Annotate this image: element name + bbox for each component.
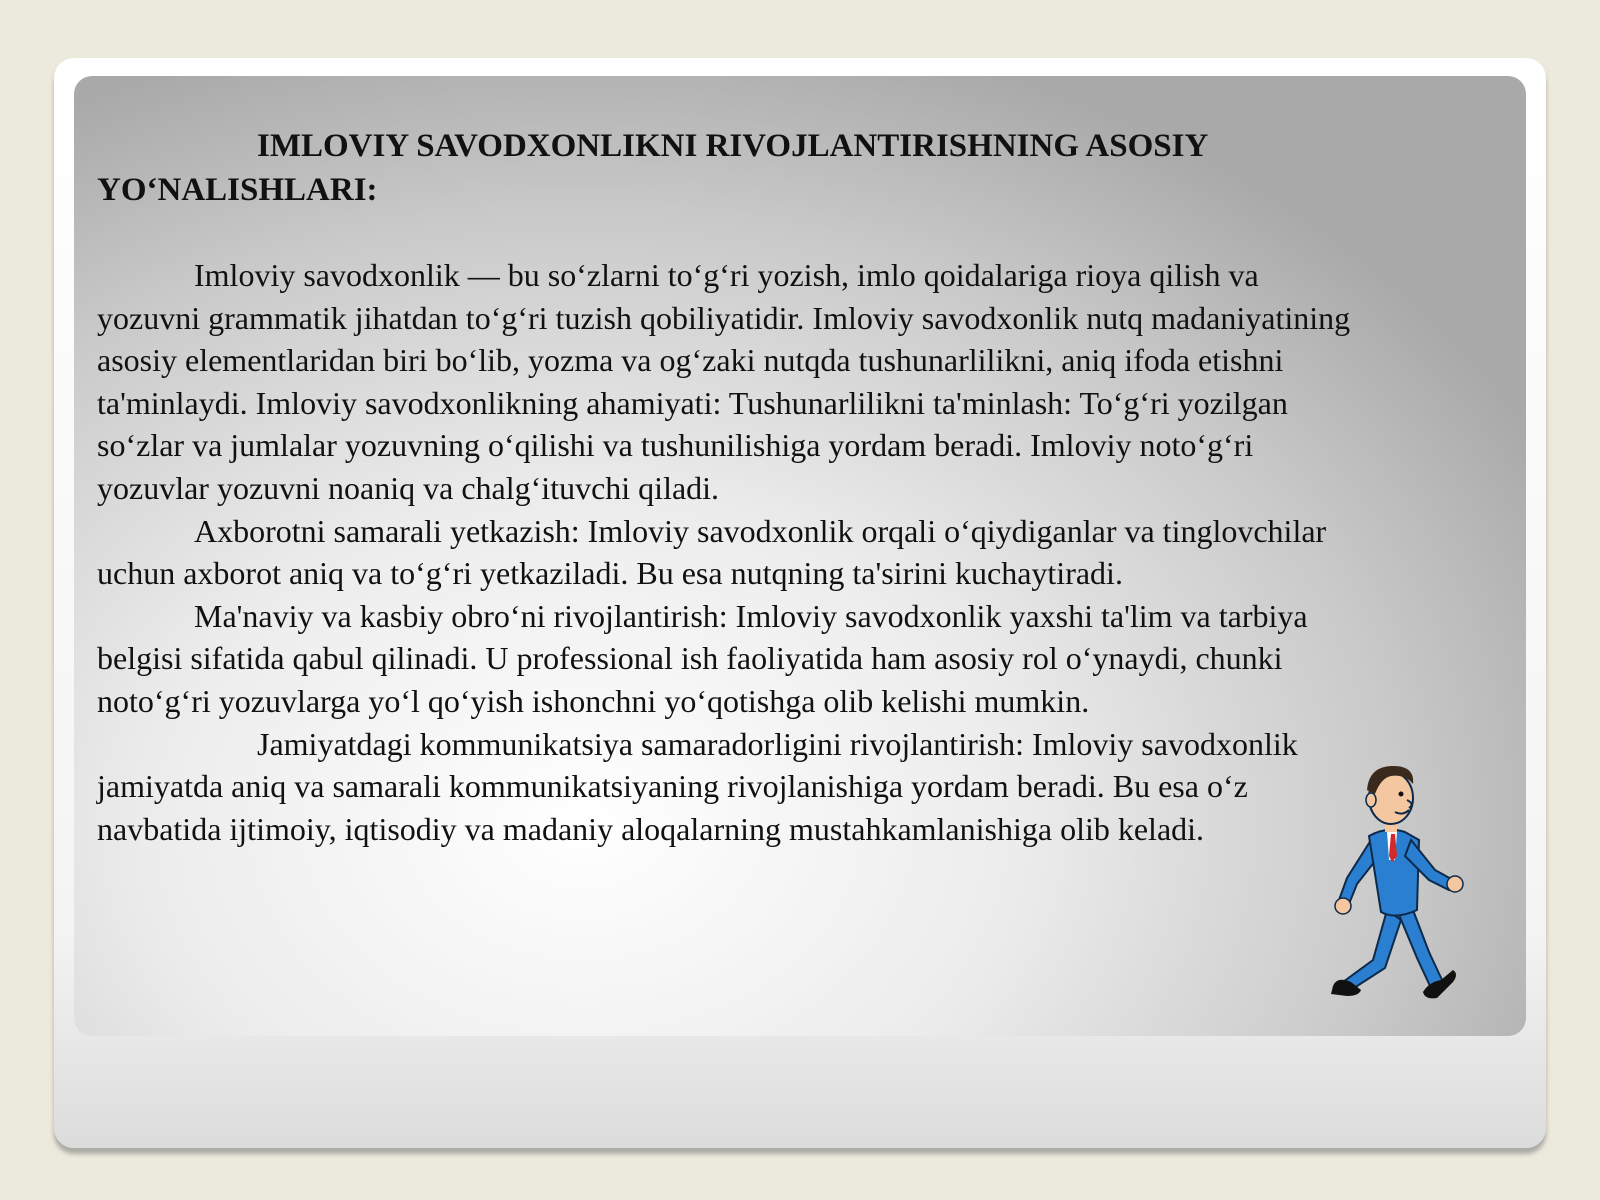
- slide-text-block: [97, 124, 1357, 850]
- paragraph-reputation: Ma'naviy va kasbiy obro‘ni rivojlantirish: Imloviy savodxonlik yaxshi ta'lim va tarbiya belgisi sifatida qabul qilinadi. U professional ish faoliyatida ham asosiy rol o‘ynaydi, chunki noto‘g‘ri yozuvlarga yo‘l qo‘yish ishonchni yo‘qotishga olib kelishi mumkin.: [97, 597, 1308, 719]
- paragraph-definition: Imloviy savodxonlik — bu so‘zlarni to‘g‘ri yozish, imlo qoidalariga rioya qilish va yozuvni grammatik jihatdan to‘g‘ri tuzish qobiliyatidir. Imloviy savodxonlik nutq madaniyatining asosiy elementlaridan biri bo‘lib, yozma va og‘zaki nutqda tushunarlilikni, aniq ifoda etishni ta'minlaydi. Imloviy savodxonlikning ahamiyati: Tushunarlilikni ta'minlash: To‘g‘ri yozilgan so‘zlar va jumlalar yozuvning o‘qilishi va tushunilishiga yordam beradi. Imloviy noto‘g‘ri yozuvlar yozuvni noaniq va chalg‘ituvchi qiladi.: [97, 257, 1351, 506]
- walking-man-cartoon-icon: [1325, 760, 1475, 1015]
- title-spacer: [97, 212, 1357, 254]
- paragraph-communication: Jamiyatdagi kommunikatsiya samaradorligini rivojlantirish: Imloviy savodxonlik jamiyatda aniq va samarali kommunikatsiyaning rivojlanishiga yordam beradi. Bu esa o‘z navbatida ijtimoiy, iqtisodiy va madaniy aloqalarning mustahkamlanishiga olib keladi.: [97, 725, 1298, 847]
- paragraph-information-delivery: Axborotni samarali yetkazish: Imloviy savodxonlik orqali o‘qiydiganlar va tinglovchilar uchun axborot aniq va to‘g‘ri yetkaziladi. Bu esa nutqning ta'sirini kuchaytiradi.: [97, 512, 1327, 592]
- slide-title: IMLOVIY SAVODXONLIKNI RIVOJLANTIRISHNING ASOSIY YO‘NALISHLARI:: [97, 128, 1208, 208]
